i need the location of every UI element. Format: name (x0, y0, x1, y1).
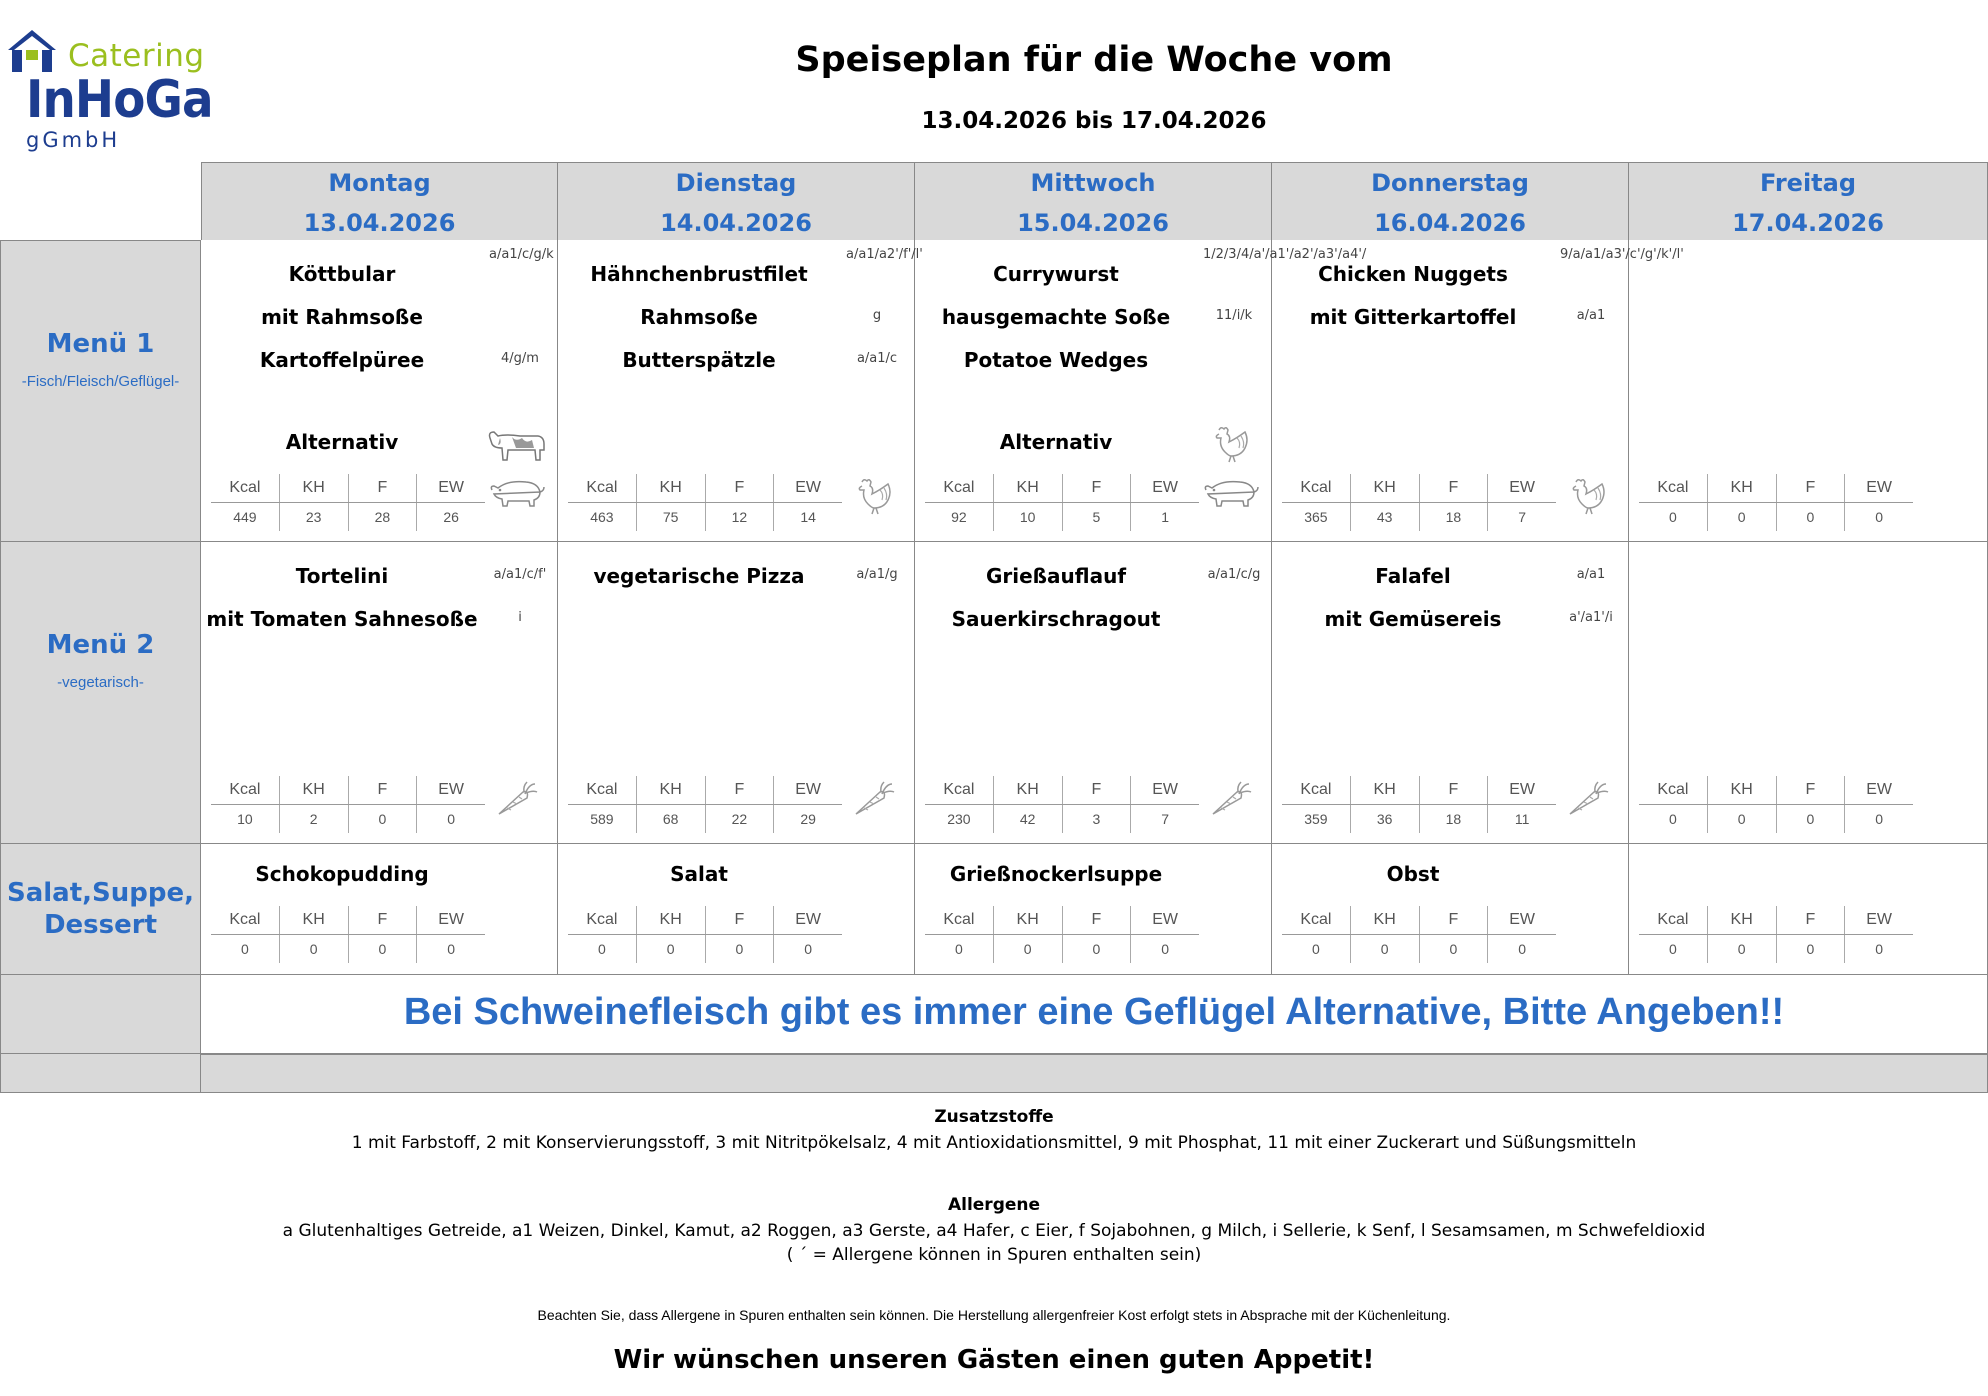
day-header-1 (558, 162, 915, 240)
nutrient-header: EW (1131, 776, 1199, 805)
nutrient-header: EW (1488, 906, 1556, 935)
nutrient-value: 0 (1131, 935, 1199, 964)
nutrition-table (1282, 776, 1556, 833)
date-range: 13.04.2026 bis 17.04.2026 (921, 108, 1267, 134)
nutrient-header: EW (1488, 474, 1556, 503)
nutrient-header: F (1062, 474, 1131, 503)
nutrient-header: KH (993, 474, 1062, 503)
nutrient-value: 0 (1350, 935, 1419, 964)
dish-line: Salat (670, 862, 728, 886)
nutrient-value: 18 (1419, 805, 1488, 834)
row-label-1 (0, 542, 201, 844)
extras-cell-1 (558, 844, 915, 975)
nutrient-value: 1 (1131, 503, 1199, 532)
row-title: Menü 1 (46, 329, 155, 359)
nutrient-value: 0 (241, 941, 249, 957)
nutrition-table (1282, 474, 1556, 531)
nutrient-value: 0 (774, 935, 842, 964)
menu1-cell-3 (1272, 240, 1684, 542)
row-label-4 (0, 1054, 201, 1093)
nutrient-value: 42 (993, 805, 1062, 834)
nutrition-table (211, 474, 485, 531)
nutrient-value: 68 (636, 805, 705, 834)
day-date: 13.04.2026 (303, 209, 456, 237)
nutrient-value: 0 (955, 941, 963, 957)
dish-line: Obst (1386, 862, 1440, 886)
nutrient-header: Kcal (1639, 776, 1707, 805)
day-name: Montag (328, 169, 431, 197)
nutrient-header: Kcal (211, 474, 279, 503)
nutrient-header: F (1776, 776, 1845, 805)
day-name: Dienstag (675, 169, 797, 197)
menu2-cell-4 (1629, 542, 1988, 844)
nutrient-value: 75 (636, 503, 705, 532)
day-date: 14.04.2026 (660, 209, 812, 237)
menu1-cell-0 (201, 240, 558, 542)
row-title-line2: Dessert (43, 910, 158, 940)
nutrient-header: Kcal (568, 906, 636, 935)
dish-line: Rahmsoße (640, 305, 758, 329)
dish-line: Currywurst (993, 262, 1119, 286)
nutrient-header: Kcal (1282, 906, 1350, 935)
nutrient-header: F (705, 906, 774, 935)
dish-line: mit Rahmsoße (261, 305, 423, 329)
nutrition-table (925, 906, 1199, 963)
nutrient-value: 3 (1062, 805, 1131, 834)
pig-icon (1200, 476, 1262, 514)
carrot-icon (850, 780, 896, 824)
pig-icon (486, 476, 548, 514)
chicken-icon (850, 476, 896, 522)
nutrient-value: 10 (237, 811, 253, 827)
nutrient-header: KH (1707, 906, 1776, 935)
page-title: Speiseplan für die Woche vom (795, 40, 1393, 80)
allergen-codes: a/a1/c (856, 351, 898, 366)
nutrient-value: 0 (705, 935, 774, 964)
nutrient-header: EW (417, 776, 485, 805)
day-date: 17.04.2026 (1732, 209, 1884, 237)
nutrient-value: 0 (598, 941, 606, 957)
day-date: 15.04.2026 (1017, 209, 1169, 237)
logo-suffix-text: gGmbH (26, 128, 121, 152)
nutrient-value: 0 (417, 935, 485, 964)
nutrient-value: 0 (1776, 805, 1845, 834)
nutrient-value: 43 (1350, 503, 1419, 532)
chicken-icon (1564, 476, 1610, 522)
menu1-cell-4 (1629, 240, 1988, 542)
allergen-codes: a/a1 (1576, 567, 1606, 582)
nutrient-header: Kcal (1282, 776, 1350, 805)
nutrient-header: EW (774, 474, 842, 503)
day-header-0 (201, 162, 558, 240)
nutrient-value: 22 (705, 805, 774, 834)
nutrient-value: 5 (1062, 503, 1131, 532)
allergens-title: Allergene (947, 1195, 1041, 1215)
nutrient-header: F (348, 906, 417, 935)
carrot-icon (1564, 780, 1610, 824)
nutrient-header: KH (636, 776, 705, 805)
logo-catering-text: Catering (68, 38, 205, 74)
menu2-cell-0 (201, 542, 558, 844)
nutrient-header: EW (1845, 776, 1913, 805)
nutrient-header: F (1419, 474, 1488, 503)
nutrient-header: EW (774, 776, 842, 805)
pork-alternative-banner: Bei Schweinefleisch gibt es immer eine Geflügel Alternative, Bitte Angeben!! (403, 991, 1785, 1033)
row-title: Salat,Suppe, (6, 878, 194, 908)
nutrition-table (568, 776, 842, 833)
day-header-2 (915, 162, 1272, 240)
nutrient-header: EW (1131, 474, 1199, 503)
carrot-icon (493, 780, 539, 824)
allergen-codes: a/a1 (1576, 308, 1606, 323)
logo-brand-text: InHoGa (26, 70, 213, 130)
nutrient-value: 7 (1131, 805, 1199, 834)
nutrient-value: 365 (1304, 509, 1328, 525)
allergen-codes: 1/2/3/4/a'/a1'/a2'/a3'/a4'/ (1203, 247, 1367, 262)
nutrient-value: 23 (279, 503, 348, 532)
nutrient-value: 0 (636, 935, 705, 964)
nutrition-table (1639, 906, 1913, 963)
nutrient-header: Kcal (925, 776, 993, 805)
allergen-codes: a/a1/c/f' (493, 567, 547, 582)
nutrient-header: F (1062, 906, 1131, 935)
day-name: Donnerstag (1371, 169, 1529, 197)
nutrient-value: 0 (279, 935, 348, 964)
menu2-cell-1 (558, 542, 915, 844)
nutrient-value: 0 (1669, 811, 1677, 827)
allergen-codes: 9/a/a1/a3'/c'/g'/k'/l' (1560, 247, 1684, 262)
nutrient-value: 0 (1776, 935, 1845, 964)
nutrient-header: KH (1350, 474, 1419, 503)
nutrient-value: 230 (947, 811, 971, 827)
nutrient-value: 0 (1062, 935, 1131, 964)
additives-list: 1 mit Farbstoff, 2 mit Konservierungsstoff, 3 mit Nitritpökelsalz, 4 mit Antioxidationsmittel, 9 mit Phosphat, 11 mit einer Zuckerart und Süßungsmitteln (351, 1133, 1637, 1153)
nutrient-header: KH (1350, 906, 1419, 935)
nutrient-value: 0 (1312, 941, 1320, 957)
nutrient-header: F (1776, 474, 1845, 503)
row-subtitle: -Fisch/Fleisch/Geflügel- (21, 373, 180, 390)
extras-cell-3 (1272, 844, 1629, 975)
allergen-codes: g (872, 308, 882, 323)
nutrient-header: EW (417, 474, 485, 503)
nutrient-header: EW (1488, 776, 1556, 805)
bottom-strip (201, 1054, 1988, 1093)
nutrient-value: 0 (1419, 935, 1488, 964)
nutrient-header: Kcal (568, 776, 636, 805)
nutrient-header: F (1419, 776, 1488, 805)
company-logo (6, 28, 213, 152)
nutrient-header: Kcal (1639, 906, 1707, 935)
nutrient-header: KH (1350, 776, 1419, 805)
additives-title: Zusatzstoffe (934, 1107, 1054, 1127)
dish-line: mit Gemüsereis (1324, 607, 1502, 631)
dish-line: mit Gitterkartoffel (1309, 305, 1517, 329)
nutrient-value: 0 (1488, 935, 1556, 964)
nutrient-header: EW (774, 906, 842, 935)
nutrition-table (211, 906, 485, 963)
nutrition-table (1282, 906, 1556, 963)
nutrient-value: 463 (590, 509, 614, 525)
nutrient-value: 0 (348, 805, 417, 834)
nutrient-header: F (705, 474, 774, 503)
nutrition-table (925, 776, 1199, 833)
row-label-0 (0, 240, 201, 542)
nutrient-value: 12 (705, 503, 774, 532)
banner-row (201, 975, 1988, 1054)
nutrient-header: KH (279, 776, 348, 805)
nutrient-header: KH (279, 906, 348, 935)
dish-line: mit Tomaten Sahnesoße (206, 607, 478, 631)
allergens-list: a Glutenhaltiges Getreide, a1 Weizen, Dinkel, Kamut, a2 Roggen, a3 Gerste, a4 Hafer, c Eier, f Sojabohnen, g Milch, i Sellerie, k Senf, l Sesamsamen, m Schwefeldioxid (282, 1221, 1706, 1241)
day-name: Freitag (1759, 169, 1857, 197)
nutrition-table (211, 776, 485, 833)
nutrient-value: 589 (590, 811, 614, 827)
row-label-2 (0, 844, 201, 975)
dish-line: Chicken Nuggets (1318, 262, 1508, 286)
nutrient-value: 0 (1669, 509, 1677, 525)
nutrient-header: EW (1131, 906, 1199, 935)
nutrient-value: 26 (417, 503, 485, 532)
nutrient-value: 36 (1350, 805, 1419, 834)
nutrient-value: 0 (1845, 935, 1913, 964)
allergen-codes: 4/g/m (501, 351, 539, 366)
allergen-codes: a/a1/c/g (1207, 567, 1261, 582)
nutrient-value: 10 (993, 503, 1062, 532)
traces-note: ( ´ = Allergene können in Spuren enthalten sein) (786, 1245, 1202, 1265)
nutrient-value: 359 (1304, 811, 1328, 827)
nutrient-value: 0 (1776, 503, 1845, 532)
allergen-codes: a/a1/g (856, 567, 898, 582)
nutrient-header: F (348, 474, 417, 503)
dish-line: Grießnockerlsuppe (949, 862, 1163, 886)
allergen-codes: a/a1/c/g/k (489, 247, 554, 262)
extras-cell-2 (915, 844, 1272, 975)
nutrient-header: EW (1845, 906, 1913, 935)
nutrient-header: EW (417, 906, 485, 935)
carrot-icon (1207, 780, 1253, 824)
house-logo-icon (6, 28, 66, 76)
disclaimer: Beachten Sie, dass Allergene in Spuren enthalten sein können. Die Herstellung allergenfreier Kost erfolgt stets in Absprache mit der Küchenleitung. (537, 1307, 1451, 1323)
nutrient-header: KH (993, 906, 1062, 935)
allergen-codes: a/a1/a2'/f'/l' (846, 247, 923, 262)
day-name: Mittwoch (1030, 169, 1156, 197)
nutrient-header: KH (636, 474, 705, 503)
nutrition-table (1639, 474, 1913, 531)
nutrient-value: 0 (1707, 503, 1776, 532)
nutrient-value: 0 (348, 935, 417, 964)
nutrition-table (568, 474, 842, 531)
nutrient-value: 18 (1419, 503, 1488, 532)
allergen-codes: i (518, 610, 522, 625)
dish-line: Sauerkirschragout (951, 607, 1161, 631)
nutrient-header: F (348, 776, 417, 805)
chicken-icon (1207, 424, 1253, 470)
nutrient-value: 0 (417, 805, 485, 834)
dish-line: Kartoffelpüree (259, 348, 425, 372)
nutrient-header: EW (1845, 474, 1913, 503)
nutrient-header: Kcal (925, 906, 993, 935)
nutrient-header: F (1062, 776, 1131, 805)
nutrient-value: 449 (233, 509, 257, 525)
nutrient-header: F (1419, 906, 1488, 935)
nutrient-header: F (705, 776, 774, 805)
nutrient-value: 0 (1707, 935, 1776, 964)
nutrient-header: Kcal (925, 474, 993, 503)
nutrient-value: 11 (1488, 805, 1556, 834)
extras-cell-4 (1629, 844, 1988, 975)
nutrient-value: 28 (348, 503, 417, 532)
nutrient-header: Kcal (211, 906, 279, 935)
row-label-3 (0, 975, 201, 1054)
closing-message: Wir wünschen unseren Gästen einen guten Appetit! (613, 1345, 1375, 1375)
dish-line: Tortelini (295, 564, 389, 588)
nutrient-header: Kcal (568, 474, 636, 503)
nutrient-header: KH (993, 776, 1062, 805)
nutrient-header: Kcal (211, 776, 279, 805)
alternative-label: Alternativ (999, 430, 1113, 454)
nutrient-header: KH (1707, 776, 1776, 805)
menu2-cell-3 (1272, 542, 1629, 844)
allergen-codes: a'/a1'/i (1569, 610, 1613, 625)
dish-line: Grießauflauf (985, 564, 1127, 588)
row-subtitle: -vegetarisch- (57, 674, 144, 691)
nutrient-value: 92 (951, 509, 967, 525)
cow-icon (486, 428, 548, 468)
nutrient-value: 0 (1845, 503, 1913, 532)
dish-line: Butterspätzle (622, 348, 776, 372)
nutrient-header: F (1776, 906, 1845, 935)
dish-line: hausgemachte Soße (941, 305, 1171, 329)
nutrition-table (568, 906, 842, 963)
row-title: Menü 2 (46, 630, 155, 660)
nutrient-header: KH (636, 906, 705, 935)
extras-cell-0 (201, 844, 558, 975)
nutrient-header: Kcal (1639, 474, 1707, 503)
nutrient-value: 2 (279, 805, 348, 834)
nutrient-value: 14 (774, 503, 842, 532)
dish-line: Falafel (1375, 564, 1451, 588)
nutrient-value: 7 (1488, 503, 1556, 532)
allergen-codes: 11/i/k (1215, 308, 1253, 323)
nutrient-value: 29 (774, 805, 842, 834)
nutrient-value: 0 (1845, 805, 1913, 834)
dish-line: Hähnchenbrustfilet (590, 262, 808, 286)
nutrient-header: Kcal (1282, 474, 1350, 503)
day-header-3 (1272, 162, 1629, 240)
alternative-label: Alternativ (285, 430, 399, 454)
menu1-cell-1 (558, 240, 923, 542)
dish-line: Köttbular (288, 262, 396, 286)
nutrient-value: 0 (1669, 941, 1677, 957)
day-date: 16.04.2026 (1374, 209, 1526, 237)
dish-line: Schokopudding (255, 862, 429, 886)
nutrient-value: 0 (1707, 805, 1776, 834)
nutrient-header: KH (279, 474, 348, 503)
dish-line: vegetarische Pizza (593, 564, 805, 588)
menu2-cell-2 (915, 542, 1272, 844)
day-header-4 (1629, 162, 1988, 240)
nutrition-table (925, 474, 1199, 531)
nutrition-table (1639, 776, 1913, 833)
nutrient-value: 0 (993, 935, 1062, 964)
nutrient-header: KH (1707, 474, 1776, 503)
dish-line: Potatoe Wedges (963, 348, 1149, 372)
